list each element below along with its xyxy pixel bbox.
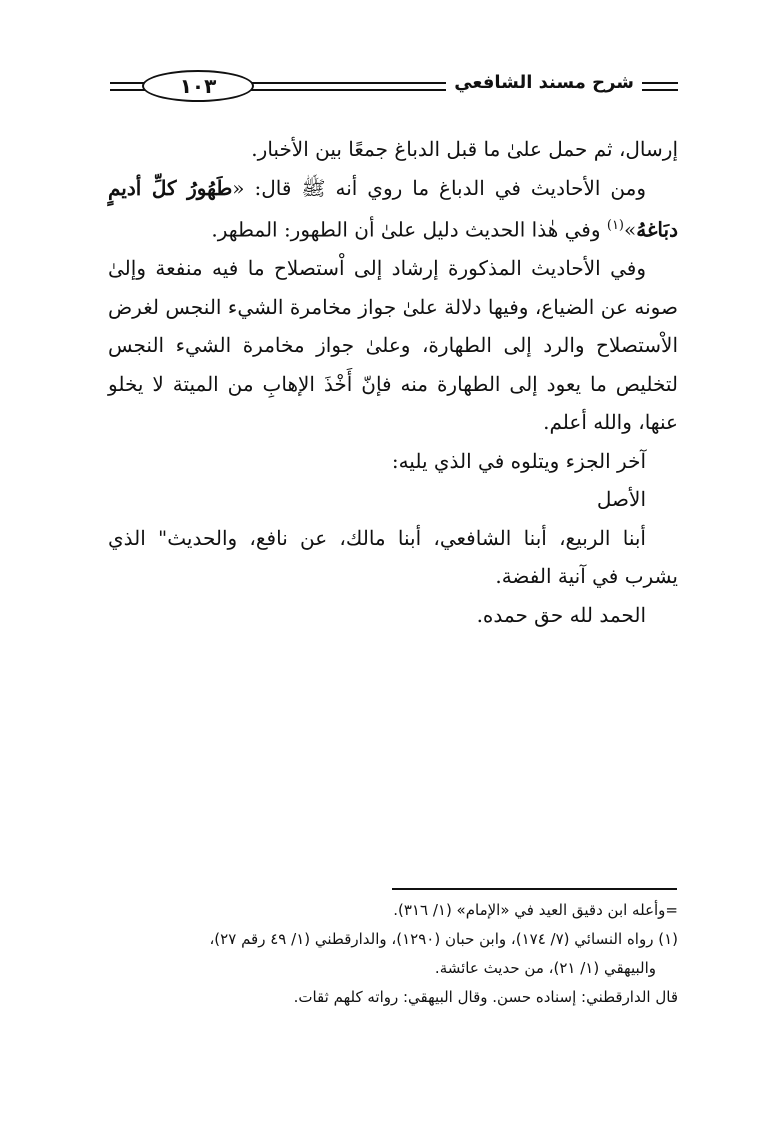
- paragraph-6: أبنا الربيع، أبنا الشافعي، أبنا مالك، عن نافع، والحديث" الذي يشرب في آنية الفضة.: [108, 525, 678, 589]
- footnote-marker-1: (١): [606, 218, 624, 233]
- paragraph-2-start: ومن الأحاديث في الدباغ ما روي أنه ﷺ قال: «: [232, 175, 646, 200]
- page-number-badge: [142, 70, 254, 102]
- footnote-separator: [392, 888, 677, 890]
- paragraph-2: [108, 169, 678, 250]
- footnote-continuation: =وأعله ابن دقيق العيد في «الإمام» (١/ ٣١٦).: [393, 901, 678, 919]
- paragraph-7: الحمد لله حق حمده.: [476, 602, 646, 627]
- footnote-1-line-3: قال الدارقطني: إسناده حسن. وقال البيهقي: رواته كلهم ثقات.: [293, 988, 678, 1006]
- paragraph-2-end: وفي هٰذا الحديث دليل علىٰ أن الطهور: المطهر.: [211, 217, 607, 242]
- paragraph-1: إرسال، ثم حمل علىٰ ما قبل الدباغ جمعًا بين الأخبار.: [251, 137, 678, 161]
- page-number: ١٠٣: [179, 74, 217, 98]
- main-text: [108, 130, 678, 634]
- quote-close: »: [624, 217, 637, 242]
- hadith-quote: طَهُورُ كلِّ أديمٍ دبَاغهُ: [108, 175, 678, 242]
- book-title: شرح مسند الشافعي: [446, 72, 642, 93]
- footnote-1-line-2: والبيهقي (١/ ٢١)، من حديث عائشة.: [434, 959, 656, 977]
- footnote-1-line-1: (١) رواه النسائي (٧/ ١٧٤)، وابن حبان (١٢٩٠)، والدارقطني (١/ ٤٩ رقم ٢٧)،: [209, 930, 678, 948]
- page-header: [110, 62, 678, 112]
- footnotes: [108, 896, 678, 1012]
- paragraph-4: آخر الجزء ويتلوه في الذي يليه:: [391, 448, 646, 473]
- paragraph-5: الأصل: [596, 487, 646, 512]
- paragraph-3: وفي الأحاديث المذكورة إرشاد إلى اْستصلاح ما فيه منفعة وإلىٰ صونه عن الضياع، وفيها دلالة علىٰ جواز مخامرة الشيء النجس لغرض الاْستصلاح والرد إلى الطهارة، وعلىٰ جواز مخامرة الشيء النجس لتخليص ما يعود إلى الطهارة منه فإنّ أَخْذَ الإهابِ من الميتة لا يخلو عنها، والله أعلم.: [108, 256, 678, 435]
